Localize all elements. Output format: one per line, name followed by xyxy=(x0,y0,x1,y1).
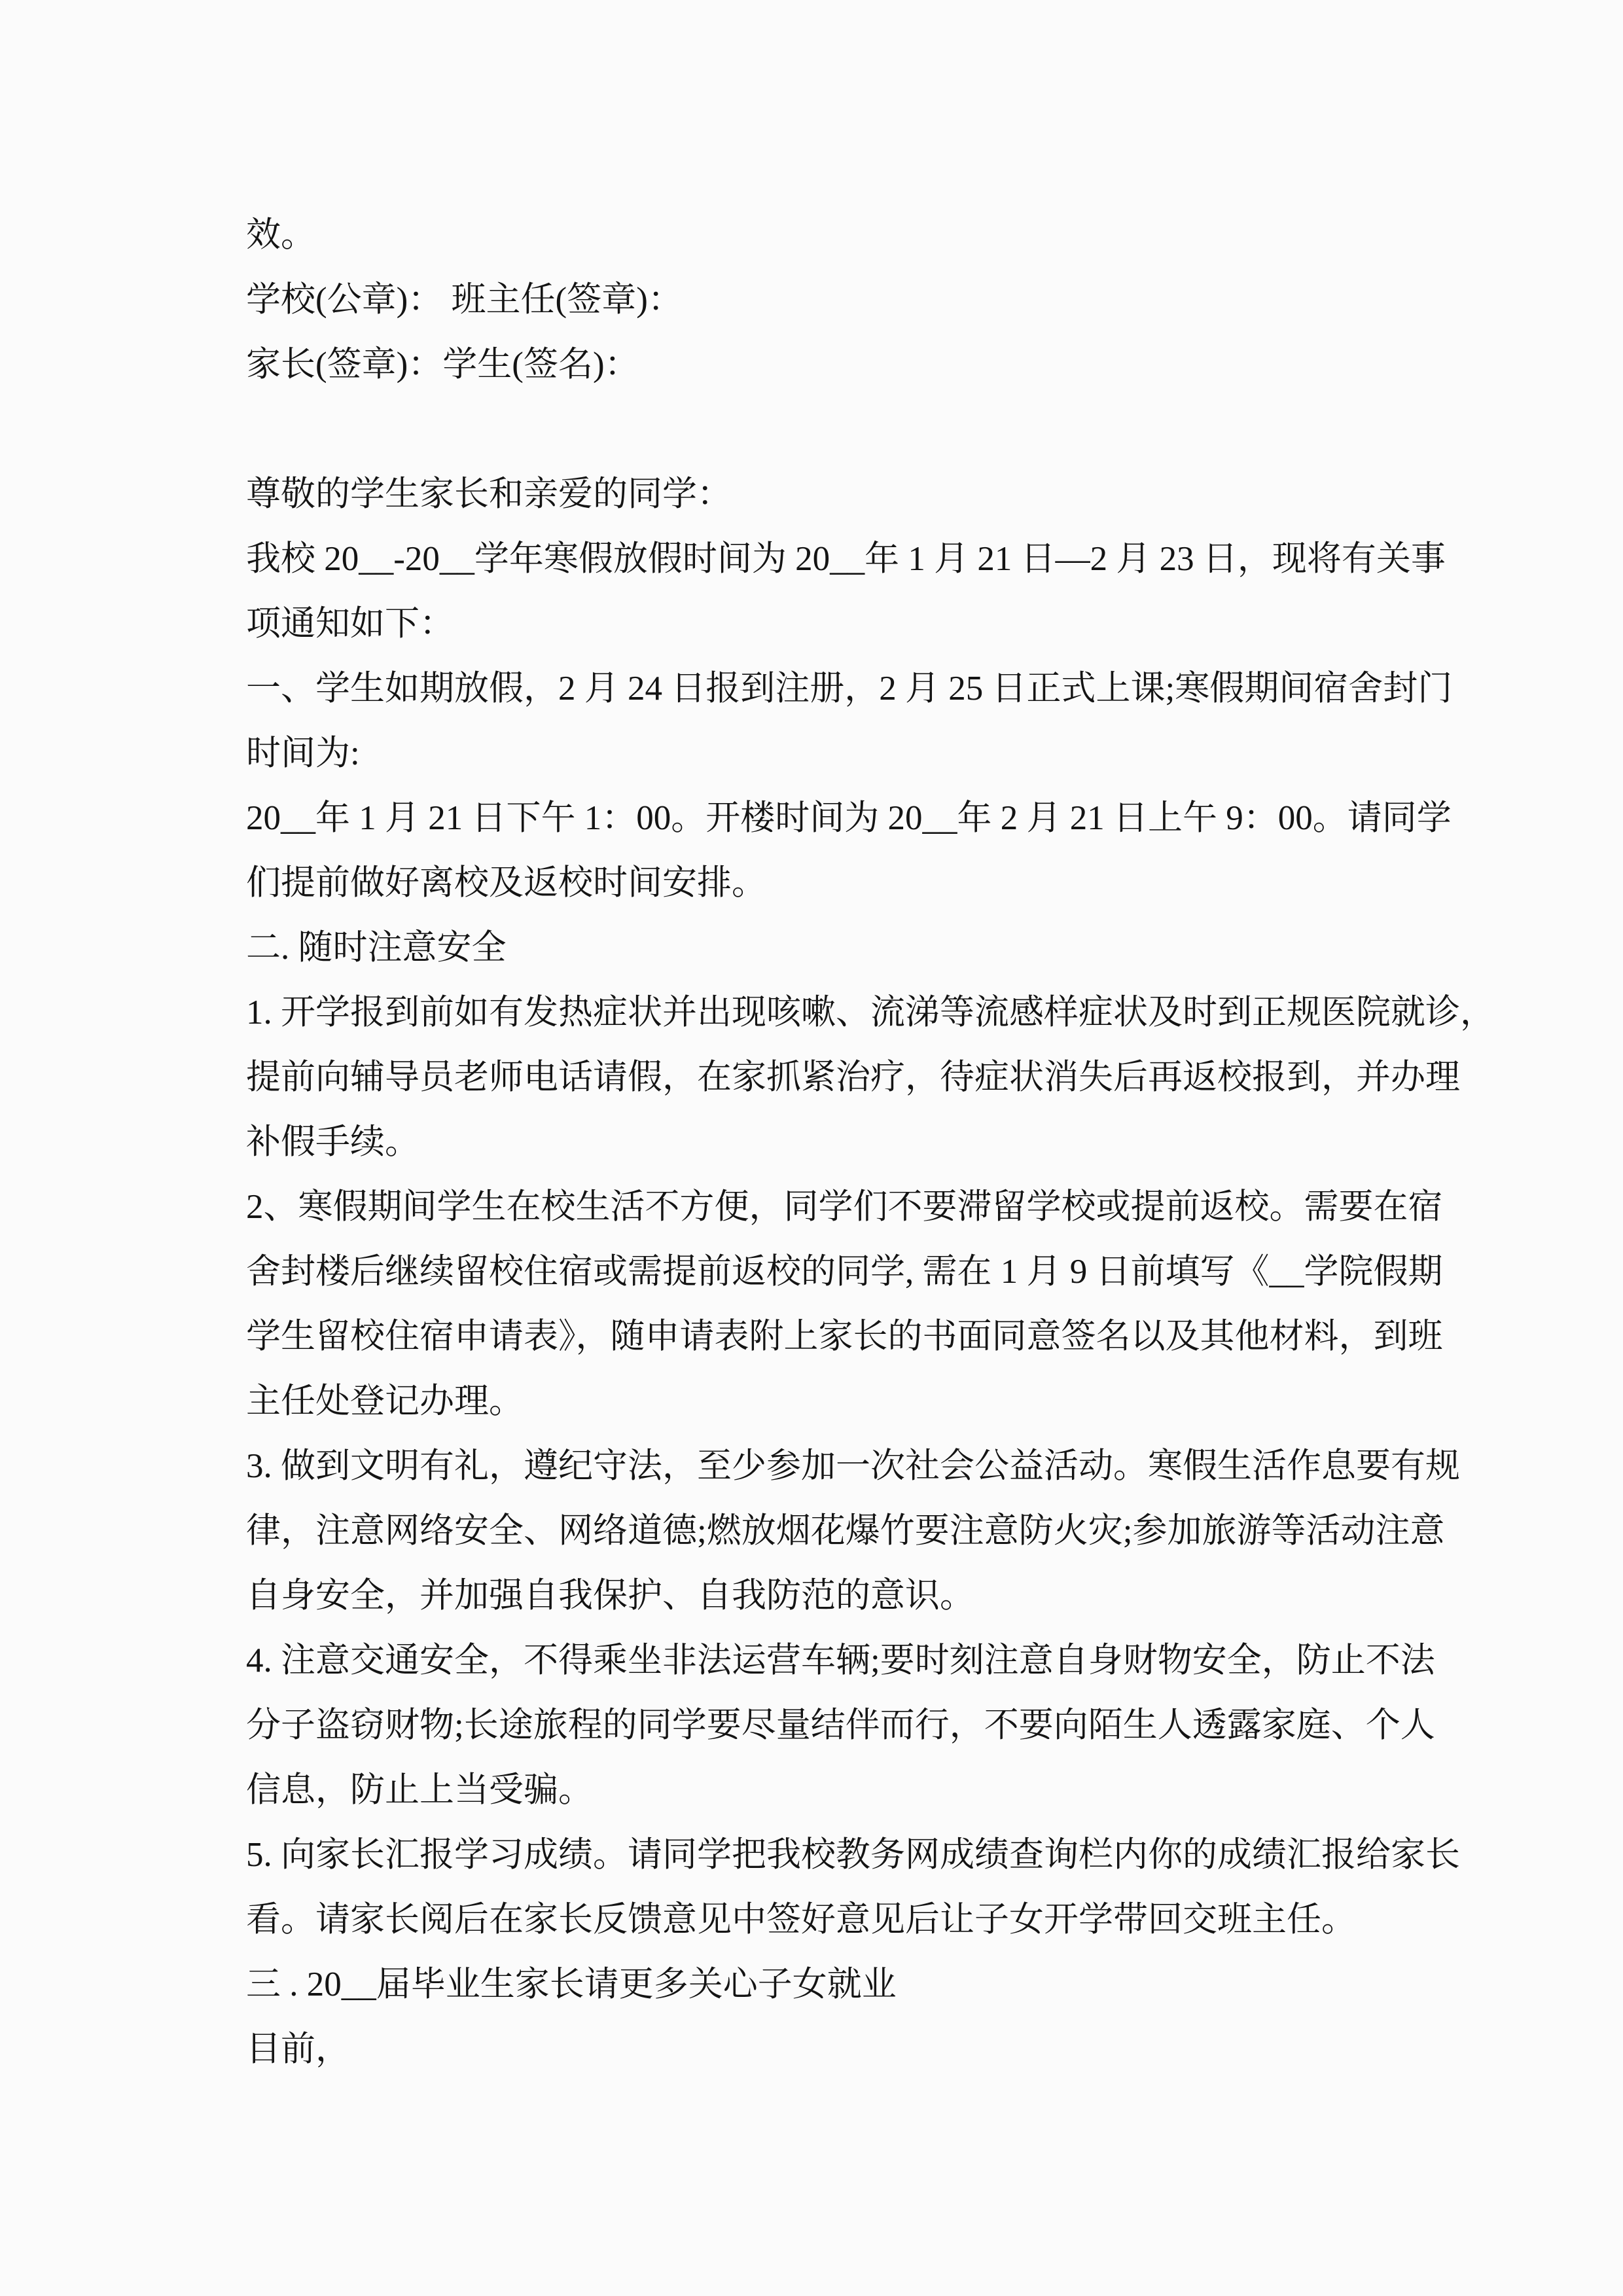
doc-line: 提前向辅导员老师电话请假，在家抓紧治疗，待症状消失后再返校报到，并办理 xyxy=(246,1058,1460,1096)
section-two-heading: 二. 随时注意安全 xyxy=(246,929,507,967)
doc-line: 学生留校住宿申请表》，随申请表附上家长的书面同意签名以及其他材料，到班 xyxy=(246,1318,1443,1355)
item-3-line: 3. 做到文明有礼，遵纪守法，至少参加一次社会公益活动。寒假生活作息要有规 xyxy=(246,1447,1460,1485)
item-4-line: 4. 注意交通安全，不得乘坐非法运营车辆;要时刻注意自身财物安全，防止不法 xyxy=(246,1641,1435,1679)
doc-line-last: 目前， xyxy=(246,2030,350,2068)
document-text-block xyxy=(246,203,1495,2082)
doc-line-effect-end: 效。 xyxy=(246,216,315,254)
doc-line: 时间为: xyxy=(246,734,360,772)
doc-line: 项通知如下： xyxy=(246,605,454,643)
item-2-line: 2、寒假期间学生在校生活不方便，同学们不要滞留学校或提前返校。需要在宿 xyxy=(246,1188,1443,1226)
greeting-line: 尊敬的学生家长和亲爱的同学： xyxy=(246,475,732,513)
doc-line: 律，注意网络安全、网络道德;燃放烟花爆竹要注意防火灾;参加旅游等活动注意 xyxy=(246,1512,1445,1550)
doc-line: 自身安全，并加强自我保护、自我防范的意识。 xyxy=(246,1577,974,1615)
doc-line: 分子盗窃财物;长途旅程的同学要尽量结伴而行，不要向陌生人透露家庭、个人 xyxy=(246,1706,1435,1744)
doc-line: 补假手续。 xyxy=(246,1123,419,1161)
doc-line: 信息，防止上当受骗。 xyxy=(246,1771,593,1809)
doc-line: 舍封楼后继续留校住宿或需提前返校的同学, 需在 1 月 9 日前填写《__学院假期 xyxy=(246,1253,1443,1291)
section-one-line: 一、学生如期放假，2 月 24 日报到注册，2 月 25 日正式上课;寒假期间宿舍封门 xyxy=(246,670,1453,708)
school-seal-signature-line: 学校(公章)： 班主任(签章)： xyxy=(246,281,683,319)
item-1-line: 1. 开学报到前如有发热症状并出现咳嗽、流涕等流感样症状及时到正规医院就诊， xyxy=(246,994,1495,1031)
doc-line: 主任处登记办理。 xyxy=(246,1382,524,1420)
doc-line: 我校 20__-20__学年寒假放假时间为 20__年 1 月 21 日—2 月 23 日，现将有关事 xyxy=(246,540,1446,578)
item-5-line: 5. 向家长汇报学习成绩。请同学把我校教务网成绩查询栏内你的成绩汇报给家长 xyxy=(246,1836,1460,1874)
doc-line: 们提前做好离校及返校时间安排。 xyxy=(246,864,766,902)
doc-line: 20__年 1 月 21 日下午 1：00。开楼时间为 20__年 2 月 21 日上午 9：00。请同学 xyxy=(246,799,1452,837)
parent-student-signature-line: 家长(签章)：学生(签名)： xyxy=(246,346,639,384)
doc-line: 看。请家长阅后在家长反馈意见中签好意见后让子女开学带回交班主任。 xyxy=(246,1901,1356,1939)
section-three-heading: 三 . 20__届毕业生家长请更多关心子女就业 xyxy=(246,1965,897,2003)
blank-line xyxy=(246,397,1398,462)
